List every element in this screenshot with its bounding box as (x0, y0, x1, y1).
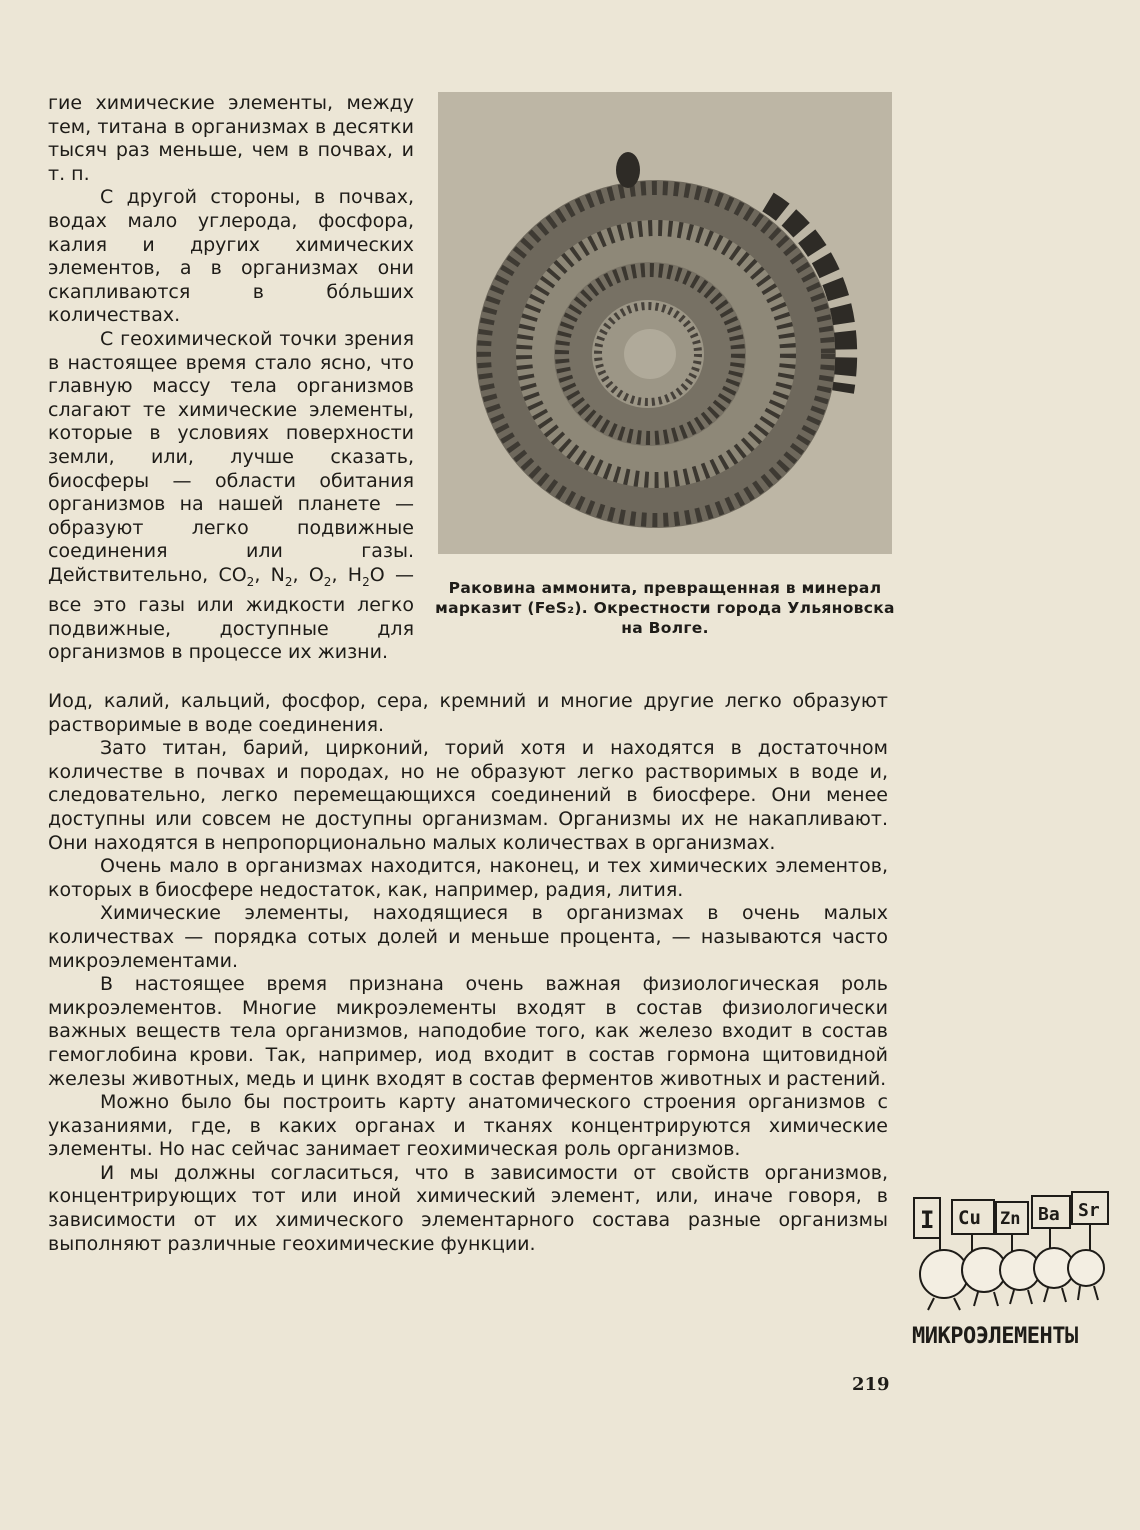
paragraph: Иод, калий, кальций, фосфор, сера, кремний и многие другие легко образуют растворимые в воде соединения. (48, 690, 888, 736)
paragraph-text-end: — все это газы или жидкости легко подвижные, доступные для организмов в процессе их жизни. (48, 563, 414, 664)
ammonite-illustration (438, 92, 892, 554)
formula-h2o: $H_2O$ (347, 563, 385, 589)
paragraph: С геохимической точки зрения в настоящее время стало ясно, что главную массу тела организмов слагают те химические элементы, которые в условиях поверхности земли, или, лучше сказать, биосферы — области обитания организмов на нашей планете — образуют легко подвижные соединения или газы. Действительно, $CO_2$, $N_2$, $O_2$, $H_2O$ — все это газы или жидкости легко подвижные, доступные для организмов в процессе их жизни. (48, 327, 414, 664)
paragraph: Химические элементы, находящиеся в организмах в очень малых количествах — порядка сотых долей и меньше процента, — называются часто микроэлементами. (48, 902, 888, 972)
formula-o2: $O_2$ (308, 563, 332, 589)
flag-label: Zn (1000, 1209, 1021, 1229)
paragraph: С другой стороны, в почвах, водах мало углерода, фосфора, калия и других химических элементов, а в организмах они скапливаются в бо́льших количествах. (48, 186, 414, 327)
mascot-illustration (908, 1178, 1122, 1328)
left-text-column (48, 92, 414, 665)
paragraph: Можно было бы построить карту анатомического строения организмов с указаниями, где, в каких органах и тканях концентрируются химические элементы. Но нас сейчас занимает геохимическая роль организмов. (48, 1091, 888, 1161)
paragraph-text: С геохимической точки зрения в настоящее время стало ясно, что главную массу тела организмов слагают те химические элементы, которые в условиях поверхности земли, или, лучше сказать, биосферы — области обитания организмов на нашей планете — образуют легко подвижные соединения или газы. Действительно, (48, 327, 414, 586)
paragraph: И мы должны согласиться, что в зависимости от свойств организмов, концентрирующих тот или иной химический элемент, или, иначе говоря, в зависимости от их химического элементарного состава разные организмы выполняют различные геохимические функции. (48, 1161, 888, 1255)
mascot-title: МИКРОЭЛЕМЕНТЫ (912, 1324, 1078, 1349)
flag-label: I (920, 1206, 935, 1234)
page-number: 219 (852, 1374, 890, 1395)
paragraph: В настоящее время признана очень важная физиологическая роль микроэлементов. Многие микроэлементы входят в состав физиологически важных веществ тела организмов, наподобие того, как железо входит в состав гемоглобина крови. Так, например, иод входит в состав гормона щитовидной железы животных, медь и цинк входят в состав ферментов животных и растений. (48, 973, 888, 1090)
main-text (48, 690, 888, 1256)
figure-caption: Раковина аммонита, превращенная в минерал марказит (FeS₂). Окрестности города Ульяновска на Волге. (435, 579, 895, 637)
paragraph: Очень мало в организмах находится, наконец, и тех химических элементов, которых в биосфере недостаток, как, например, радия, лития. (48, 855, 888, 901)
paragraph: Зато титан, барий, цирконий, торий хотя и находятся в достаточном количестве в почвах и породах, но не образуют легко растворимых в воде и, следовательно, легко перемещающихся соединений в биосфере. Они менее доступны или совсем не доступны организмам. Организмы их не накапливают. Они находятся в непропорционально малых количествах в организмах. (48, 737, 888, 854)
flag-label: Cu (958, 1207, 981, 1229)
paragraph: гие химические элементы, между тем, титана в организмах в десятки тысяч раз меньше, чем в почвах, и т. п. (48, 92, 414, 185)
formula-n2: $N_2$ (270, 563, 293, 589)
formula-co2: $CO_2$ (218, 563, 255, 589)
flag-label: Sr (1078, 1200, 1100, 1221)
flag-label: Ba (1038, 1204, 1060, 1225)
ammonite-photo (438, 92, 892, 554)
